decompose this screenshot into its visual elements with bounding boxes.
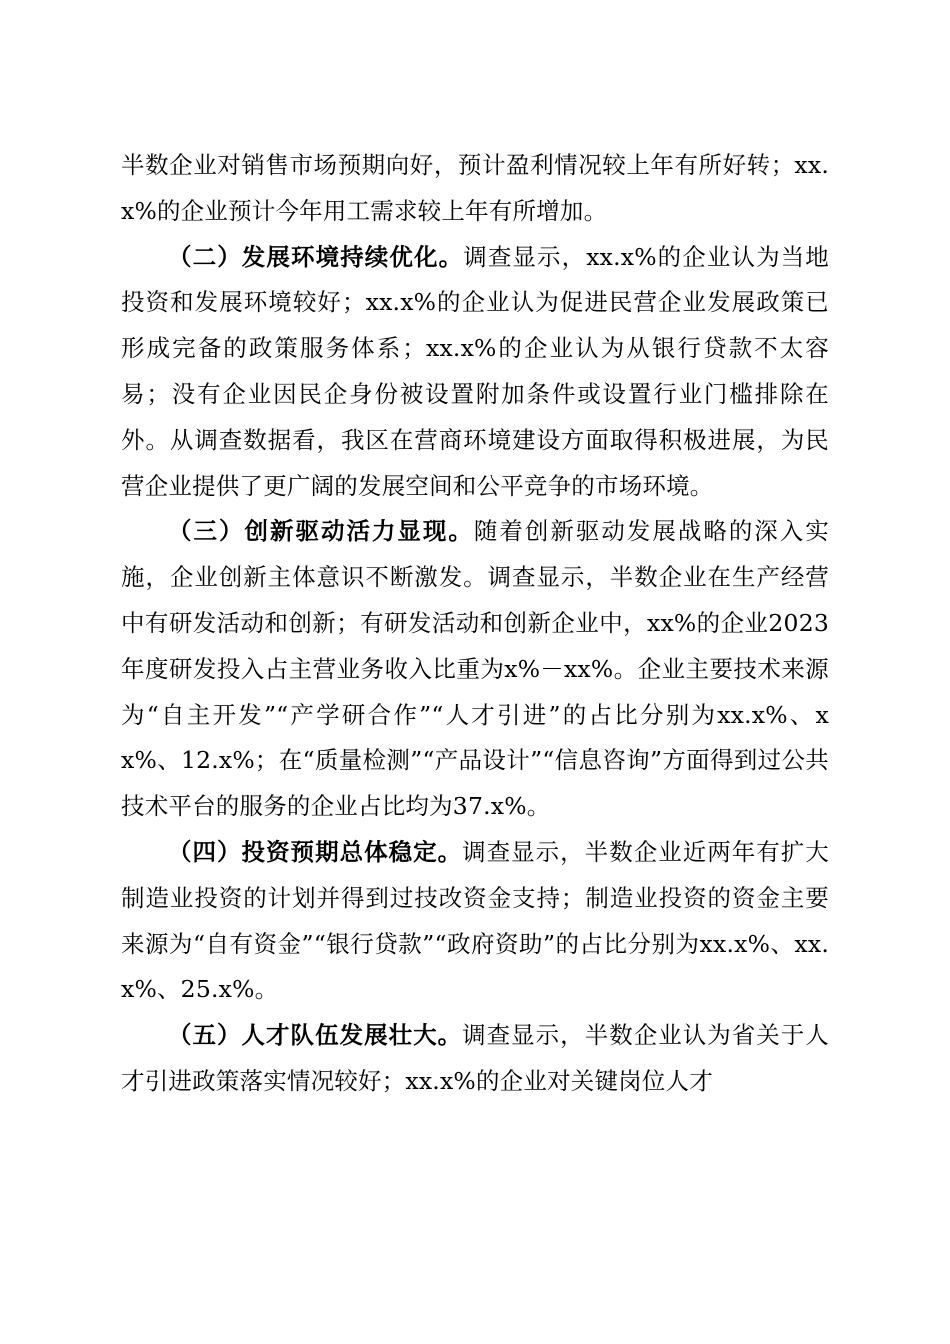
paragraph-talent (121, 1013, 829, 1105)
paragraph-continuation (121, 143, 829, 235)
paragraph-development-environment (121, 235, 829, 510)
paragraph-investment (121, 830, 829, 1013)
paragraph-heading: （二）发展环境持续优化。 (168, 242, 464, 271)
paragraph-heading: （三）创新驱动活力显现。 (168, 517, 474, 546)
paragraph-heading: （五）人才队伍发展壮大。 (168, 1021, 463, 1050)
paragraph-text: 调查显示，半数企业近两年有扩大制造业投资的计划并得到过技改资金支持；制造业投资的资金主要来源为“自有资金”“银行贷款”“政府资助”的占比分别为xx.x%、xx.x%、25.x%。 (121, 837, 829, 1004)
paragraph-heading: （四）投资预期总体稳定。 (168, 837, 463, 866)
paragraph-text: 半数企业对销售市场预期向好，预计盈利情况较上年有所好转；xx.x%的企业预计今年用工需求较上年有所增加。 (121, 151, 829, 225)
document-page (121, 143, 829, 1243)
paragraph-text: 调查显示，半数企业认为省关于人才引进政策落实情况较好；xx.x%的企业对关键岗位人才 (121, 1021, 829, 1095)
paragraph-text: 随着创新驱动发展战略的深入实施，企业创新主体意识不断激发。调查显示，半数企业在生产经营中有研发活动和创新；有研发活动和创新企业中，xx%的企业2023年度研发投入占主营业务收入比重为x%－xx%。企业主要技术来源为“自主开发”“产学研合作”“人才引进”的占比分别为xx.x%、xx%、12.x%；在“质量检测”“产品设计”“信息咨询”方面得到过公共技术平台的服务的企业占比均为37.x%。 (121, 517, 829, 821)
paragraph-innovation (121, 509, 829, 830)
paragraph-text: 调查显示，xx.x%的企业认为当地投资和发展环境较好；xx.x%的企业认为促进民营企业发展政策已形成完备的政策服务体系；xx.x%的企业认为从银行贷款不太容易；没有企业因民企身份被设置附加条件或设置行业门槛排除在外。从调查数据看，我区在营商环境建设方面取得积极进展，为民营企业提供了更广阔的发展空间和公平竞争的市场环境。 (121, 242, 829, 500)
